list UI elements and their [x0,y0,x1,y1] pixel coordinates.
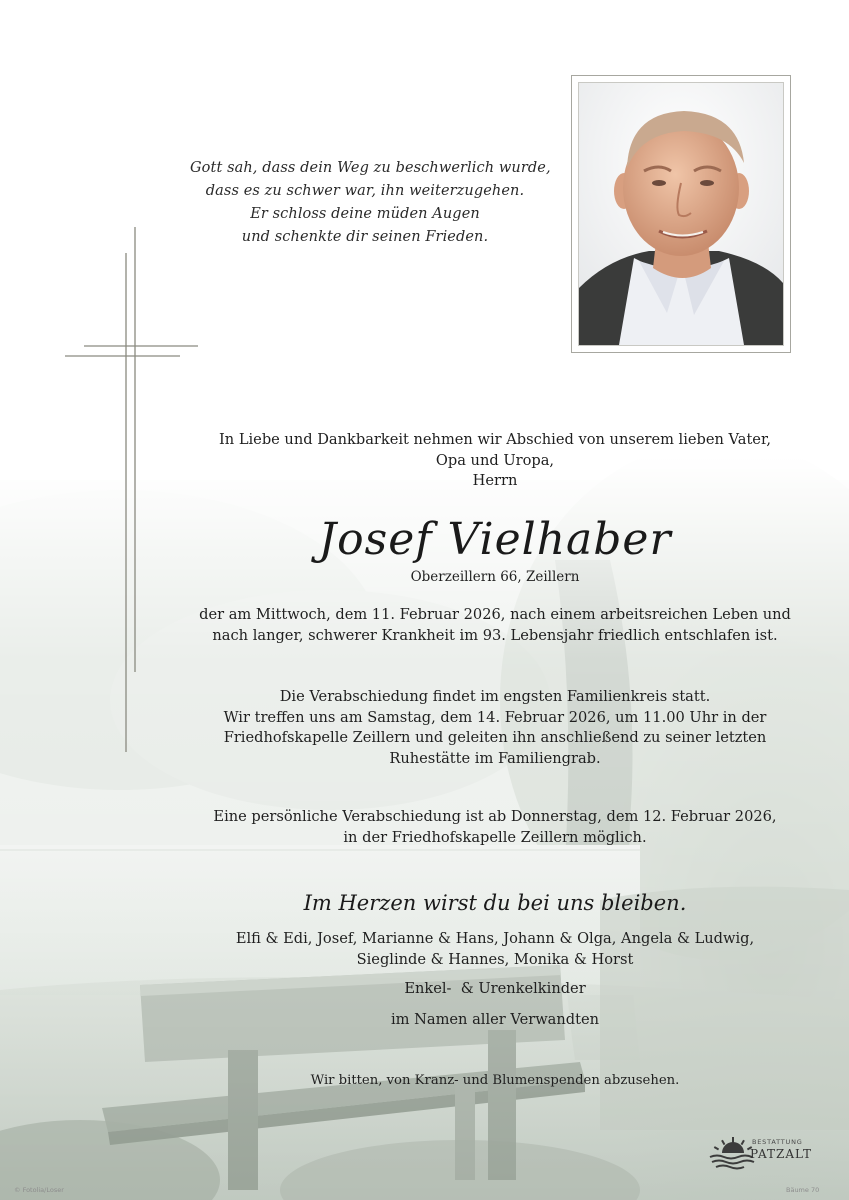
death-notice [150,605,840,646]
death-line: nach langer, schwerer Krankheit im 93. Lebensjahr friedlich entschlafen ist. [212,626,778,644]
intro-line: In Liebe und Dankbarkeit nehmen wir Abschied von unserem lieben Vater, [219,431,771,448]
viewing-details [150,807,840,848]
poem-line: und schenkte dir seinen Frieden. [241,229,489,245]
poem-line: Gott sah, dass dein Weg zu beschwerlich wurde, [190,160,551,176]
poem [190,157,551,249]
deceased-name: Josef Vielhaber [318,514,672,565]
viewing-line: in der Friedhofskapelle Zeillern möglich. [343,828,647,846]
logo-top-text: BESTATTUNG [752,1138,803,1146]
donation-request: Wir bitten, von Kranz- und Blumenspenden abzusehen. [310,1073,680,1088]
intro-line: Opa und Uropa, [435,451,555,469]
deceased-address: Oberzeillern 66, Zeillern [410,569,580,585]
family-line: Sieglinde & Hannes, Monika & Horst [356,950,634,968]
intro-line: Herrn [472,472,518,489]
grandchildren: Enkel- & Urenkelkinder [404,980,586,997]
family-line: Elfi & Edi, Josef, Marianne & Hans, Johann & Olga, Angela & Ludwig, [235,930,755,947]
portrait-icon [579,83,783,345]
motto: Im Herzen wirst du bei uns bleiben. [303,891,687,915]
poem-line: dass es zu schwer war, ihn weiterzugehen. [205,183,525,199]
portrait-frame [571,75,791,353]
funeral-home-logo [708,1135,823,1171]
intro-text [150,430,840,492]
portrait-photo [578,82,784,346]
farewell-line: Friedhofskapelle Zeillern und geleiten ihn anschließend zu seiner letzten [223,729,767,746]
farewell-line: Die Verabschiedung findet im engsten Familienkreis statt. [279,688,711,705]
logo-name-text: PATZALT [750,1147,812,1161]
farewell-line: Wir treffen uns am Samstag, dem 14. Februar 2026, um 11.00 Uhr in der [223,708,767,726]
farewell-line: Ruhestätte im Familiengrab. [389,749,601,767]
viewing-line: Eine persönliche Verabschiedung ist ab Donnerstag, dem 12. Februar 2026, [213,808,777,825]
poem-line: Er schloss deine müden Augen [250,206,480,222]
farewell-details [150,687,840,769]
death-line: der am Mittwoch, dem 11. Februar 2026, nach einem arbeitsreichen Leben und [199,606,791,623]
family-names [150,929,840,970]
template-credit: Bäume 70 [786,1186,820,1194]
relatives: im Namen aller Verwandten [390,1011,600,1028]
photo-credit: © Fotolia/Loser [14,1186,64,1194]
